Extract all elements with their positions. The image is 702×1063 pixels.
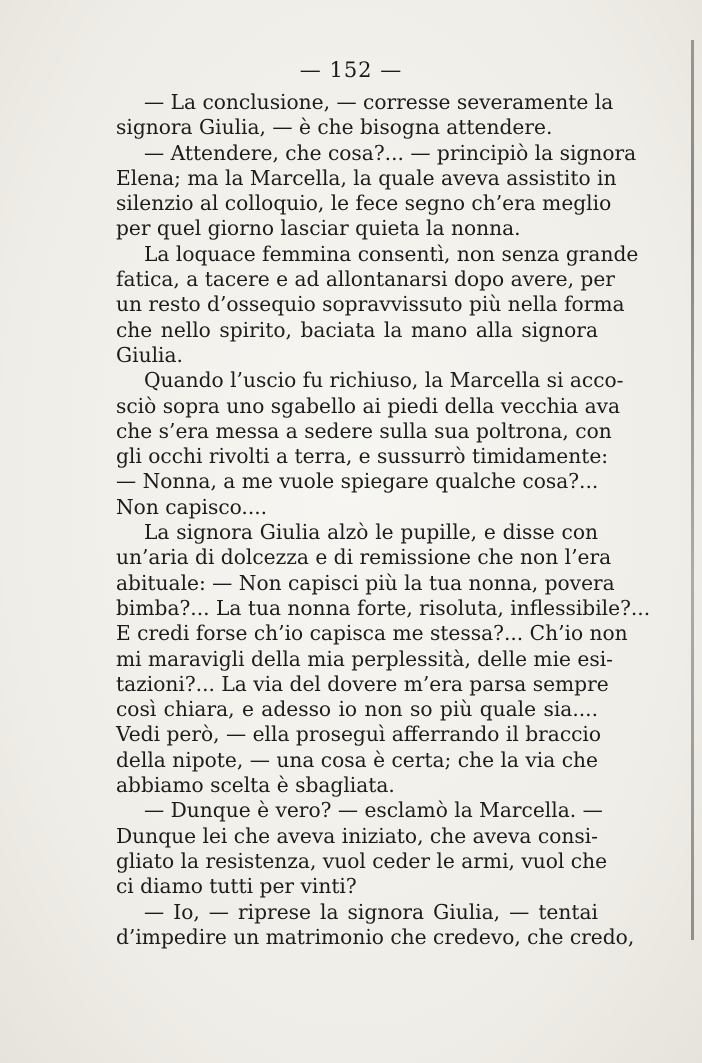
text-line: bimba?... La tua nonna forte, risoluta, inflessibile?... [116,595,651,620]
text-line: abbiamo scelta è sbagliata. [116,773,395,798]
text-line: Non capisco.... [116,494,268,519]
text-line: che s’era messa a sedere sulla sua poltrona, con [116,418,612,443]
page-edge-shadow [691,40,694,940]
text-line: Dunque lei che aveva iniziato, che aveva consi- [116,823,598,848]
body-text [116,90,651,950]
text-line: abituale: — Non capisci più la tua nonna, povera [116,570,615,595]
text-line: tazioni?... La via del dovere m’era parsa sempre [116,671,609,696]
text-line: gli occhi rivolti a terra, e sussurrò timidamente: [116,444,609,469]
page-number: — 152 — [299,58,403,82]
text-line: un resto d’ossequio sopravvissuto più nella forma [116,292,625,317]
text-line: — Io, — riprese la signora Giulia, — tentai [144,899,598,924]
text-line: signora Giulia, — è che bisogna attendere. [116,115,553,140]
text-line: Vedi però, — ella proseguì afferrando il braccio [116,722,602,747]
text-line: mi maravigli della mia perplessità, delle mie esi- [116,646,613,671]
text-line: sciò sopra uno sgabello ai piedi della vecchia ava [116,393,621,418]
text-line: che nello spirito, baciata la mano alla signora [116,317,598,342]
text-line: d’impedire un matrimonio che credevo, che credo, [116,924,635,949]
text-line: La signora Giulia alzò le pupille, e disse con [144,520,598,545]
text-line: ci diamo tutti per vinti? [116,874,357,899]
text-line: per quel giorno lasciar quieta la nonna. [116,216,521,241]
text-line: della nipote, — una cosa è certa; che la via che [116,747,598,772]
text-line: un’aria di dolcezza e di remissione che non l’era [116,545,612,570]
text-line: così chiara, e adesso io non so più quale sia.... [116,697,598,722]
text-line: E credi forse ch’io capisca me stessa?... Ch’io non [116,621,628,646]
text-line: Elena; ma la Marcella, la quale aveva assistito in [116,165,617,190]
text-line: — Nonna, a me vuole spiegare qualche cosa?... [116,469,599,494]
text-line: Quando l’uscio fu richiuso, la Marcella si acco- [144,368,624,393]
text-line: — La conclusione, — corresse severamente la [144,90,614,114]
text-line: silenzio al colloquio, le fece segno ch’era meglio [116,191,612,216]
text-line: La loquace femmina consentì, non senza grande [144,241,639,266]
text-line: fatica, a tacere e ad allontanarsi dopo avere, per [116,267,615,292]
text-line: — Dunque è vero? — esclamò la Marcella. — [144,798,603,823]
text-line: Giulia. [116,342,183,367]
text-line: gliato la resistenza, vuol ceder le armi, vuol che [116,848,608,873]
text-line: — Attendere, che cosa?... — principiò la signora [144,140,637,165]
